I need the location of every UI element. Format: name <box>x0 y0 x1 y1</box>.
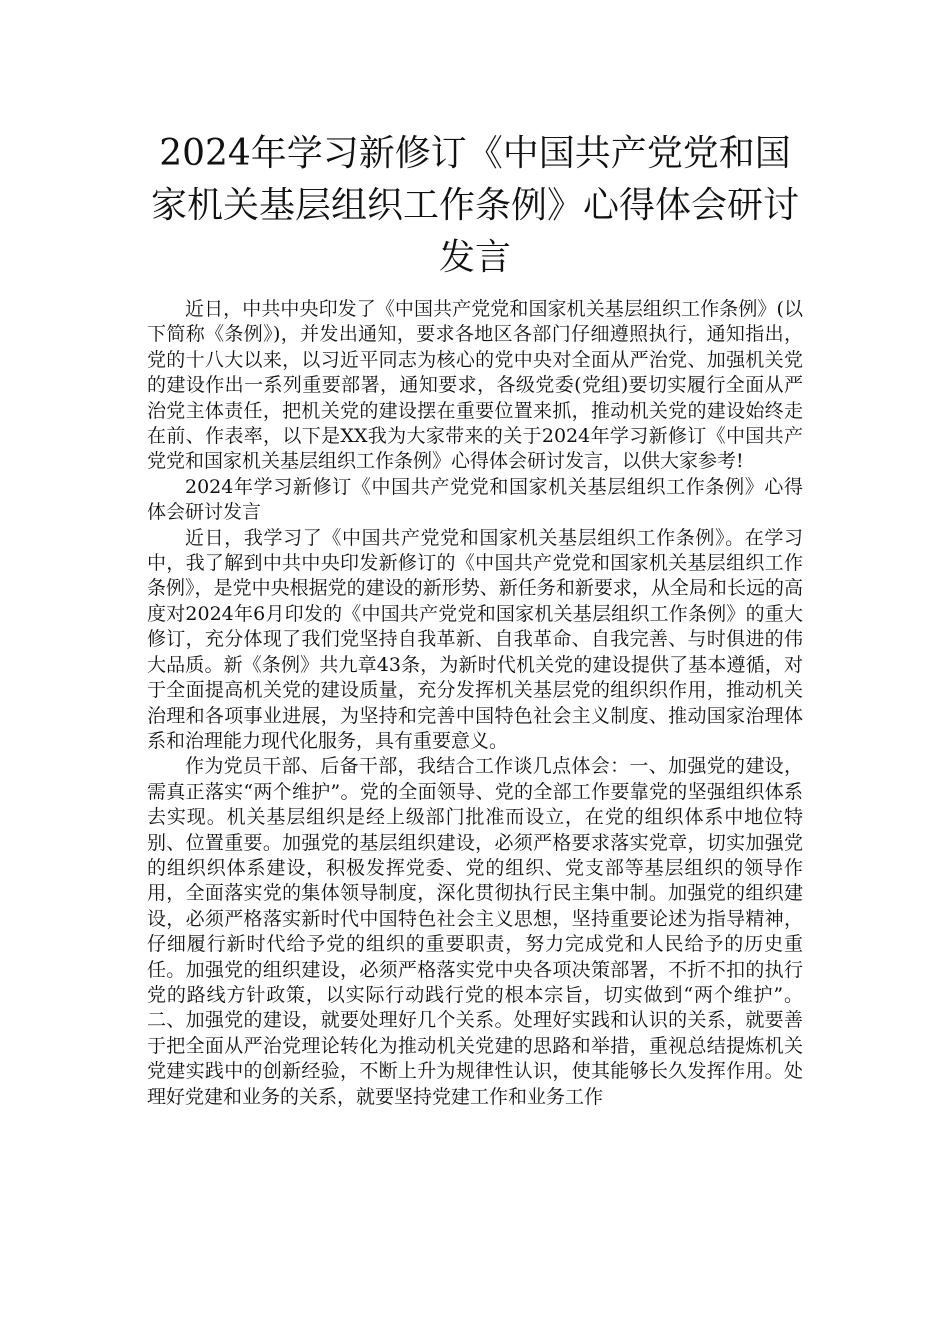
document-title: 2024年学习新修订《中国共产党党和国家机关基层组织工作条例》心得体会研讨发言 <box>150 133 799 278</box>
paragraph-subtitle: 2024年学习新修订《中国共产党党和国家机关基层组织工作条例》心得体会研讨发言 <box>147 475 803 524</box>
paragraph-study: 近日，我学习了《中国共产党党和国家机关基层组织工作条例》。在学习中，我了解到中共中央印发新修订的《中国共产党党和国家机关基层组织工作条例》，是党中央根据党的建设的新形势、新任务和新要求，从全局和长远的高度对2024年6月印发的《中国共产党党和国家机关基层组织工作条例》的重大修订，充分体现了我们党坚持自我革新、自我革命、自我完善、与时俱进的伟大品质。新《条例》共九章43条，为新时代机关党的建设提供了基本遵循，对于全面提高机关党的建设质量，充分发挥机关基层党的组织织作用，推动机关治理和各项事业进展，为坚持和完善中国特色社会主义制度、推动国家治理体系和治理能力现代化服务，具有重要意义。 <box>147 526 803 752</box>
paragraph-reflections: 作为党员干部、后备干部，我结合工作谈几点体会：一、加强党的建设，需真正落实“两个维护”。党的全面领导、党的全部工作要靠党的坚强组织体系去实现。机关基层组织是经上级部门批准而设立，在党的组织体系中地位特别、位置重要。加强党的基层组织建设，必须严格要求落实党章，切实加强党的组织织体系建设，积极发挥党委、党的组织、党支部等基层组织的领导作用，全面落实党的集体领导制度，深化贯彻执行民主集中制。加强党的组织建设，必须严格落实新时代中国特色社会主义思想，坚持重要论述为指导精神，仔细履行新时代给予党的组织的重要职责，努力完成党和人民给予的历史重任。加强党的组织建设，必须严格落实党中央各项决策部署，不折不扣的执行党的路线方针政策，以实际行动践行党的根本宗旨，切实做到“两个维护”。 二、加强党的建设，就要处理好几个关系。处理好实践和认识的关系，就要善于把全面从严治党理论转化为推动机关党建的思路和举措，重视总结提炼机关党建实践中的创新经验，不断上升为规律性认识，使其能够长久发挥作用。处理好党建和业务的关系，就要坚持党建工作和业务工作 <box>147 755 803 1108</box>
document-body <box>147 297 803 1110</box>
paragraph-intro: 近日，中共中央印发了《中国共产党党和国家机关基层组织工作条例》(以下简称《条例》)，并发出通知，要求各地区各部门仔细遵照执行，通知指出，党的十八大以来，以习近平同志为核心的党中央对全面从严治党、加强机关党的建设作出一系列重要部署，通知要求，各级党委(党组)要切实履行全面从严治党主体责任，把机关党的建设摆在重要位置来抓，推动机关党的建设始终走在前、作表率，以下是XX我为大家带来的关于2024年学习新修订《中国共产党党和国家机关基层组织工作条例》心得体会研讨发言，以供大家参考! <box>147 298 803 473</box>
